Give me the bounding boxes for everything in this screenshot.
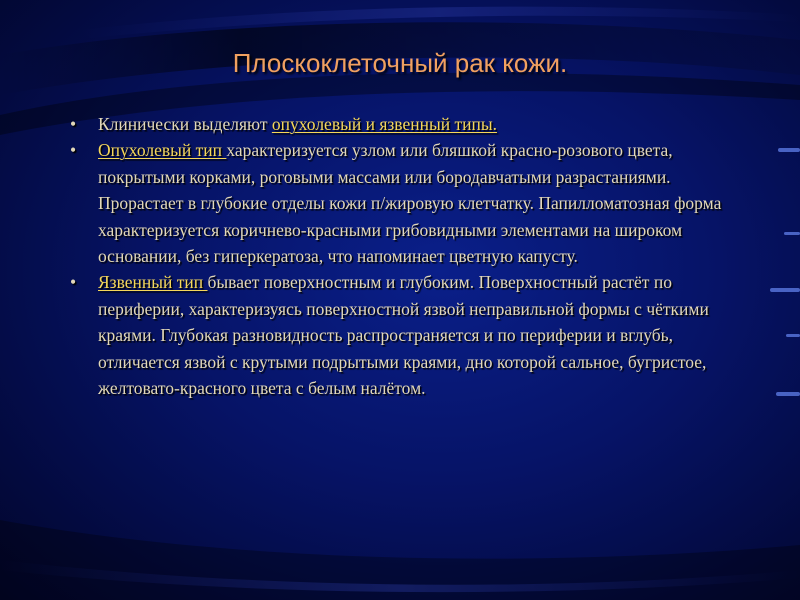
bullet-icon: • (70, 114, 77, 134)
bullet-icon: • (70, 272, 77, 293)
bullet-icon: • (70, 140, 77, 161)
right-edge-dashes (770, 148, 800, 396)
slide-title: Плоскоклеточный рак кожи. (232, 48, 568, 78)
bullet-highlight: Язвенный тип (98, 272, 208, 293)
bullet-item-2 (70, 137, 730, 269)
bullet-text-before: Клинически выделяют (98, 114, 272, 134)
bullet-item-1 (70, 111, 730, 137)
bullet-item-3 (70, 269, 730, 401)
bullet-text-after: характеризуется узлом или бляшкой красно-розового цвета, покрытыми корками, роговыми массами или бородавчатыми разрастаниями. Прорастает в глубокие отделы кожи п/жировую клетчатку. Папилломатозная форма характеризуется коричнево-красными грибовидными элементами на широком основании, без гиперкератоза, что напоминает цветную капусту. (98, 140, 722, 267)
bullet-text-after: бывает поверхностным и глубоким. Поверхностный растёт по периферии, характеризуясь поверхностной язвой неправильной формы с чёткими краями. Глубокая разновидность распространяется и по периферии и вглубь, отличается язвой с крутыми подрытыми краями, дно которой сальное, бугристое, желтовато-красного цвета с белым налётом. (98, 272, 709, 399)
bullet-list (70, 111, 730, 401)
bullet-highlight: опухолевый и язвенный типы. (271, 114, 497, 134)
bullet-highlight: Опухолевый тип (98, 140, 227, 161)
